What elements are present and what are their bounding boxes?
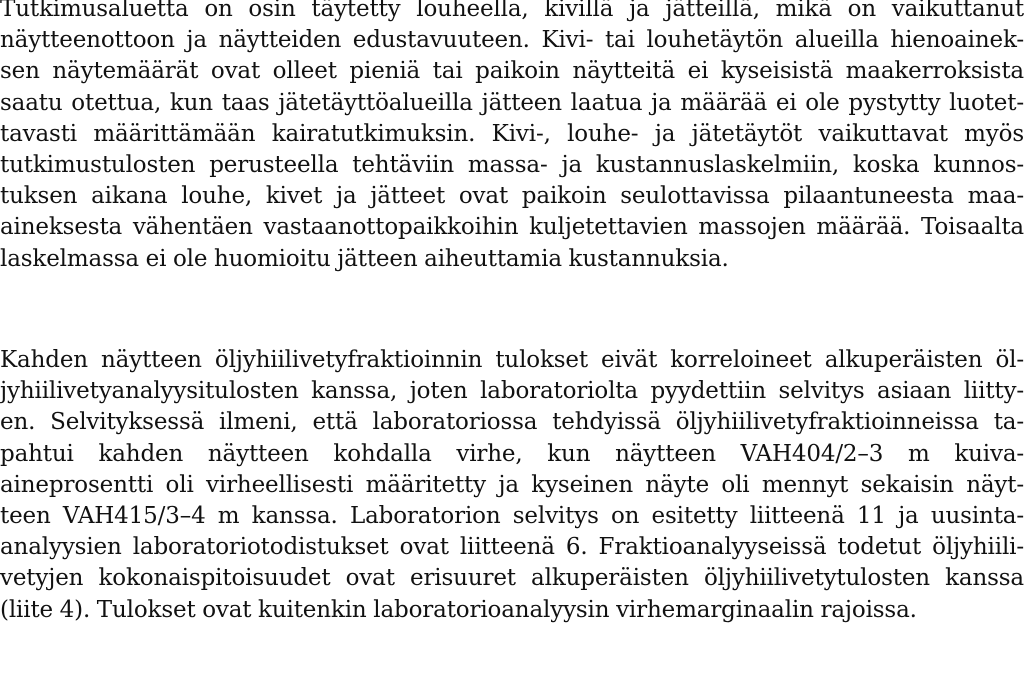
text-line: Kahden näytteen öljyhiilivetyfraktioinnin tulokset eivät korreloineet alkuperäisten öl- [0, 347, 1024, 373]
paragraph-fill-material [0, 0, 1024, 275]
text-line: tuksen aikana louhe, kivet ja jätteet ovat paikoin seulottavissa pilaantuneesta maa- [0, 183, 1024, 210]
text-line: tutkimustulosten perusteella tehtäviin massa- ja kustannuslaskelmiin, koska kunnos- [0, 151, 1024, 178]
text-line: pahtui kahden näytteen kohdalla virhe, kun näytteen VAH404/2–3 m kuiva- [0, 440, 1024, 467]
text-line: laskelmassa ei ole huomioitu jätteen aiheuttamia kustannuksia. [0, 245, 729, 272]
text-line: analyysien laboratoriotodistukset ovat liitteenä 6. Fraktioanalyyseissä todetut öljyhiili- [0, 534, 1024, 561]
text-line: Tutkimusaluetta on osin täytetty louheella, kivillä ja jätteillä, mikä on vaikuttanut [0, 0, 1024, 22]
text-line: aineksesta vähentäen vastaanottopaikkoihin kuljetettavien massojen määrää. Toisaalta [0, 214, 1024, 241]
text-line: (liite 4). Tulokset ovat kuitenkin laboratorioanalyysin virhemarginaalin rajoissa. [0, 596, 917, 623]
text-line: jyhiilivetyanalyysitulosten kanssa, joten laboratoriolta pyydettiin selvitys asiaan liitty- [0, 378, 1024, 405]
text-line: saatu otettua, kun taas jätetäyttöalueilla jätteen laatua ja määrää ei ole pystytty luotet- [0, 89, 1024, 116]
text-line: teen VAH415/3–4 m kanssa. Laboratorion selvitys on esitetty liitteenä 11 ja uusinta- [0, 502, 1024, 529]
text-line: näytteenottoon ja näytteiden edustavuuteen. Kivi- tai louhetäytön alueilla hienoainek- [0, 27, 1024, 54]
text-line: sen näytemäärät ovat olleet pieniä tai paikoin näytteitä ei kyseisistä maakerroksista [0, 58, 1024, 85]
text-line: en. Selvityksessä ilmeni, että laboratoriossa tehdyissä öljyhiilivetyfraktioinneissa ta- [0, 409, 1024, 436]
text-line: vetyjen kokonaispitoisuudet ovat erisuuret alkuperäisten öljyhiilivetytulosten kanssa [0, 565, 1024, 592]
text-line: aineprosentti oli virheellisesti määritetty ja kyseinen näyte oli mennyt sekaisin näyt- [0, 471, 1024, 498]
paragraph-hydrocarbon-fractionation [0, 345, 1024, 626]
text-line: tavasti määrittämään kairatutkimuksin. Kivi-, louhe- ja jätetäytöt vaikuttavat myös [0, 120, 1024, 147]
